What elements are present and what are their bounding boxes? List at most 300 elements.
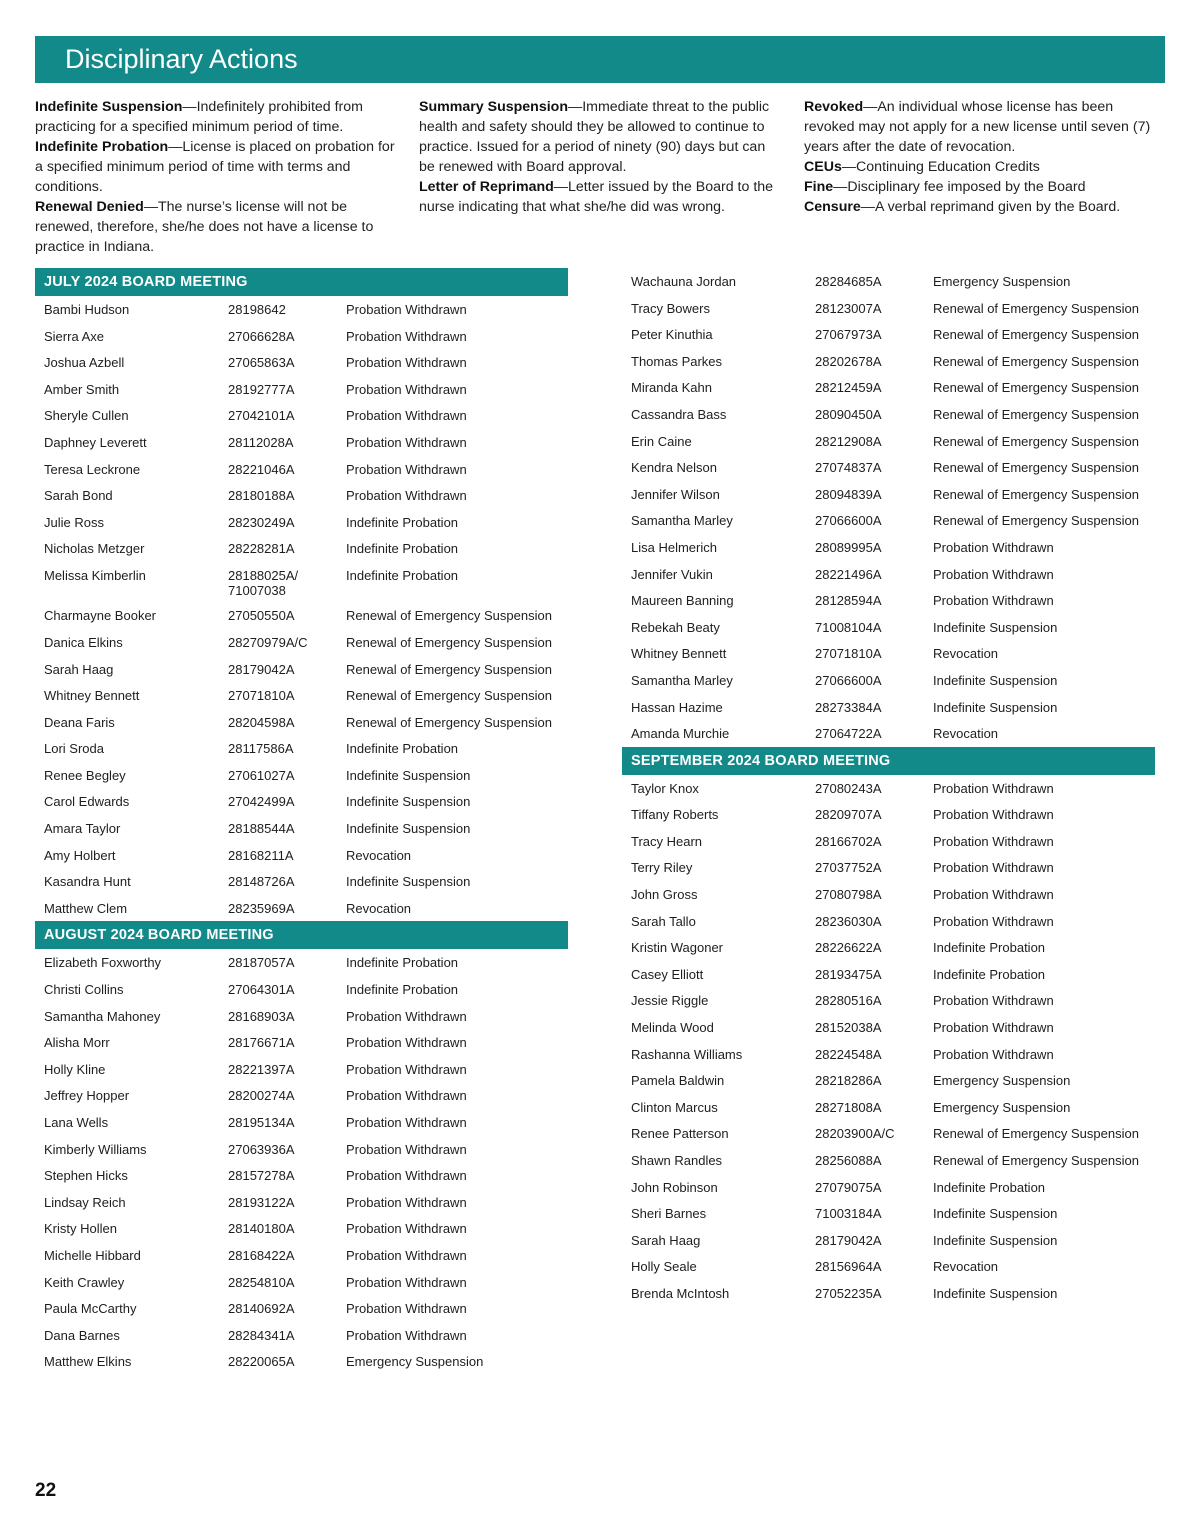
disciplinary-action: Emergency Suspension [346,1354,484,1370]
license-number-line: 27042101A [228,408,295,424]
disciplinary-action: Indefinite Probation [346,955,459,971]
license-number [815,301,933,322]
action-row [622,295,1155,322]
disciplinary-action: Probation Withdrawn [346,1008,467,1024]
action-row [35,1242,568,1269]
license-number [228,982,346,1003]
nurse-name: John Gross [631,887,698,903]
license-number [815,1286,933,1307]
disciplinary-action: Indefinite Probation [346,567,459,583]
nurse-name: Carol Edwards [44,794,130,810]
license-number [815,940,933,961]
license-number [228,1354,346,1375]
license-number [815,1180,933,1201]
disciplinary-action: Revocation [933,646,999,662]
action-row [622,587,1155,614]
nurse-name: Tracy Bowers [631,300,710,316]
legend-term: Censure [804,199,861,215]
nurse-name: Renee Patterson [631,1126,729,1142]
disciplinary-action: Indefinite Suspension [933,619,1058,635]
action-row [35,735,568,762]
disciplinary-action: Emergency Suspension [933,274,1071,289]
nurse-name: Danica Elkins [44,634,123,650]
disciplinary-action: Indefinite Suspension [346,874,471,890]
license-number-line: 27064722A [815,726,882,742]
license-number-line: 27037752A [815,860,882,876]
action-row [622,454,1155,481]
license-number [815,540,933,561]
license-number-line: 28192777A [228,381,295,397]
license-number-line: 28218286A [815,1073,882,1089]
legend-definition: —License is placed on probation for a specified minimum period of time with terms and conditions. [35,139,395,195]
disciplinary-action: Renewal of Emergency Suspension [933,327,1139,343]
legend-term: CEUs [804,159,842,175]
license-number-line: 27050550A [228,608,295,624]
disciplinary-action: Renewal of Emergency Suspension [933,460,1139,476]
license-number [228,1062,346,1083]
action-row [622,1067,1155,1094]
disciplinary-action: Renewal of Emergency Suspension [346,634,552,650]
action-row [35,682,568,709]
nurse-name: Matthew Clem [44,900,128,916]
license-number [228,662,346,683]
nurse-name: Pamela Baldwin [631,1073,725,1089]
disciplinary-action: Renewal of Emergency Suspension [933,513,1139,529]
legend-entry [419,177,784,217]
nurse-name: Sheri Barnes [631,1206,707,1222]
nurse-name: Renee Begley [44,767,126,783]
legend-entry [804,197,1164,217]
action-row [35,709,568,736]
license-number-line: 28140180A [228,1221,295,1237]
disciplinary-action: Indefinite Probation [346,541,459,557]
license-number [815,700,933,721]
license-number-line: 28209707A [815,807,882,823]
legend-term: Summary Suspension [419,99,569,115]
nurse-name: Kristy Hollen [44,1221,117,1237]
license-number-line: 28156964A [815,1259,882,1275]
disciplinary-action: Emergency Suspension [933,1073,1071,1089]
nurse-name: Terry Riley [631,860,693,876]
action-row [35,976,568,1003]
license-number-line: 28148726A [228,874,295,890]
action-row [35,656,568,683]
disciplinary-action: Renewal of Emergency Suspension [346,608,552,624]
license-number [815,274,933,295]
legend-definition: —Indefinitely prohibited from practicing for a specified minimum period of time. [35,99,363,135]
disciplinary-action: Probation Withdrawn [933,807,1054,823]
license-number-line: 71007038 [228,582,286,598]
license-number [815,860,933,881]
disciplinary-action: Revocation [933,726,999,742]
license-number-line: 28228281A [228,541,295,557]
disciplinary-action: Probation Withdrawn [933,833,1054,849]
license-number-line: 28123007A [815,300,882,316]
license-number-line: 28112028A [228,434,294,450]
disciplinary-action: Probation Withdrawn [933,780,1054,796]
action-row [35,376,568,403]
nurse-name: Nicholas Metzger [44,541,145,557]
license-number-line: 27061027A [228,767,295,783]
action-row [35,482,568,509]
nurse-name: Michelle Hibbard [44,1247,141,1263]
disciplinary-action: Probation Withdrawn [346,1115,467,1131]
nurse-name: Jessie Riggle [631,993,709,1009]
action-row [622,428,1155,455]
license-number-line: 28180188A [228,488,295,504]
nurse-name: Maureen Banning [631,593,734,609]
nurse-name: Sarah Haag [631,1232,701,1248]
license-number [228,1088,346,1109]
nurse-name: Brenda McIntosh [631,1285,730,1301]
license-number-line: 71008104A [815,619,882,635]
license-number-line: 28168211A [228,847,294,863]
disciplinary-action: Probation Withdrawn [933,539,1054,555]
action-row [622,987,1155,1014]
action-row [35,429,568,456]
license-number-line: 28179042A [815,1232,882,1248]
action-row [35,1322,568,1349]
action-row [35,895,568,922]
nurse-name: John Robinson [631,1179,718,1195]
license-number [228,462,346,483]
license-number-line: 28280516A [815,993,882,1009]
action-row [35,1136,568,1163]
action-row [622,1147,1155,1174]
license-number-line: 27071810A [228,688,295,704]
nurse-name: Erin Caine [631,433,692,449]
action-row [622,694,1155,721]
legend-term: Fine [804,179,834,195]
license-number-line: 27080798A [815,887,882,903]
action-row [622,908,1155,935]
license-number [228,794,346,815]
action-row [35,535,568,562]
nurse-name: Lindsay Reich [44,1194,126,1210]
nurse-name: Teresa Leckrone [44,461,141,477]
license-number-line: 27080243A [815,780,882,796]
legend-definition: —Continuing Education Credits [841,159,1040,175]
action-row [35,762,568,789]
license-number-line: 28212908A [815,433,882,449]
license-number [228,408,346,429]
license-number-line: 28193122A [228,1194,295,1210]
license-number-line: 27042499A [228,794,295,810]
disciplinary-action: Probation Withdrawn [933,593,1054,609]
legend-term: Revoked [804,99,864,115]
disciplinary-action: Probation Withdrawn [346,1141,467,1157]
license-number-line: 28140692A [228,1301,295,1317]
license-number [228,1195,346,1216]
disciplinary-action: Indefinite Suspension [933,1232,1058,1248]
license-number [815,673,933,694]
nurse-name: Samantha Marley [631,513,733,529]
disciplinary-action: Probation Withdrawn [346,1327,467,1343]
action-row [622,401,1155,428]
nurse-name: Alisha Morr [44,1035,110,1051]
nurse-name: Amy Holbert [44,847,116,863]
license-number [228,1328,346,1349]
license-number [228,541,346,562]
nurse-name: Lori Sroda [44,741,104,757]
legend-column-2 [419,97,784,217]
action-row [622,775,1155,802]
license-number-line: 28200274A [228,1088,295,1104]
action-row [622,1200,1155,1227]
action-row [622,321,1155,348]
license-number [228,355,346,376]
action-row [622,614,1155,641]
license-number [815,380,933,401]
legend-entry [35,97,400,137]
action-row [35,296,568,323]
license-number [815,967,933,988]
disciplinary-action: Probation Withdrawn [346,1301,467,1317]
license-number-line: 27066628A [228,328,295,344]
license-number [815,567,933,588]
license-number-line: 28226622A [815,940,882,956]
nurse-name: Bambi Hudson [44,302,130,317]
license-number [228,329,346,350]
disciplinary-action: Probation Withdrawn [346,1035,467,1051]
nurse-name: Holly Seale [631,1259,697,1275]
action-row [622,1014,1155,1041]
license-number-line: 28157278A [228,1168,295,1184]
disciplinary-action: Renewal of Emergency Suspension [346,661,552,677]
nurse-name: Lisa Helmerich [631,539,717,555]
nurse-name: Cassandra Bass [631,406,727,422]
disciplinary-action: Renewal of Emergency Suspension [933,1153,1139,1168]
nurse-name: Rashanna Williams [631,1046,743,1062]
nurse-name: Sheryle Cullen [44,408,129,424]
disciplinary-action: Probation Withdrawn [346,461,467,477]
action-row [622,348,1155,375]
action-row [622,961,1155,988]
license-number-line: 28128594A [815,593,882,609]
nurse-name: Wachauna Jordan [631,274,737,289]
nurse-name: Amber Smith [44,381,120,397]
license-number [228,435,346,456]
meeting-section-header: SEPTEMBER 2024 BOARD MEETING [622,747,1155,775]
action-row [622,268,1155,295]
action-row [622,1174,1155,1201]
license-number [815,914,933,935]
license-number-line: 28224548A [815,1046,882,1062]
license-number [228,768,346,789]
nurse-name: Sarah Bond [44,488,113,504]
action-row [35,562,568,602]
action-row [35,456,568,483]
license-number [815,1259,933,1280]
action-row [622,1253,1155,1280]
disciplinary-action: Indefinite Suspension [346,794,471,810]
disciplinary-action: Renewal of Emergency Suspension [346,714,552,730]
action-row [35,1295,568,1322]
license-number [815,887,933,908]
license-number-line: 28212459A [815,380,882,396]
meeting-section-header: JULY 2024 BOARD MEETING [35,268,568,296]
license-number-line: 27064301A [228,982,295,998]
nurse-name: Dana Barnes [44,1327,120,1343]
nurse-name: Elizabeth Foxworthy [44,955,162,971]
action-row [622,561,1155,588]
license-number [228,382,346,403]
disciplinary-action: Indefinite Probation [346,514,459,530]
nurse-name: Stephen Hicks [44,1168,128,1184]
action-row [622,854,1155,881]
license-number-line: 28176671A [228,1035,295,1051]
disciplinary-action: Probation Withdrawn [346,302,467,317]
license-number-line: 28179042A [228,661,295,677]
license-number [815,1233,933,1254]
license-number-line: 28203900A/C [815,1126,895,1142]
nurse-name: Kasandra Hunt [44,874,131,890]
disciplinary-action: Renewal of Emergency Suspension [933,1126,1139,1142]
nurse-name: Jennifer Vukin [631,566,713,582]
disciplinary-action: Revocation [346,847,412,863]
action-row [35,1348,568,1375]
license-number-line: 28221496A [815,566,882,582]
license-number [228,1035,346,1056]
nurse-name: Sarah Haag [44,661,114,677]
license-number [228,1275,346,1296]
action-row [35,1215,568,1242]
action-row [622,667,1155,694]
license-number [228,848,346,869]
license-number-line: 28117586A [228,741,294,757]
nurse-name: Miranda Kahn [631,380,712,396]
nurse-name: Rebekah Beaty [631,619,720,635]
license-number-line: 28152038A [815,1020,882,1036]
nurse-name: Taylor Knox [631,780,699,796]
action-row [35,949,568,976]
nurse-name: Christi Collins [44,982,124,998]
disciplinary-action: Probation Withdrawn [933,1046,1054,1062]
license-number-line: 28193475A [815,966,882,982]
license-number [815,993,933,1014]
nurse-name: Sierra Axe [44,328,104,344]
license-number-line: 28254810A [228,1274,295,1290]
disciplinary-action: Revocation [346,900,412,916]
license-number-line: 28271808A [815,1099,882,1115]
license-number [228,1301,346,1322]
license-number [228,955,346,976]
license-number [815,726,933,747]
license-number-line: 27066600A [815,513,882,529]
license-number-line: 28187057A [228,955,295,971]
nurse-name: Clinton Marcus [631,1099,718,1115]
action-row [35,1269,568,1296]
disciplinary-action: Emergency Suspension [933,1099,1071,1115]
nurse-name: Charmayne Booker [44,608,156,624]
page-title: Disciplinary Actions [35,36,1165,83]
disciplinary-action: Probation Withdrawn [346,1194,467,1210]
license-number [815,1100,933,1121]
nurse-name: Hassan Hazime [631,699,723,715]
action-row [622,374,1155,401]
action-row [35,1056,568,1083]
action-row [35,1029,568,1056]
disciplinary-action: Probation Withdrawn [933,1020,1054,1036]
action-row [622,934,1155,961]
license-number [815,327,933,348]
license-number [815,781,933,802]
nurse-name: Samantha Mahoney [44,1008,161,1024]
nurse-name: Deana Faris [44,714,115,730]
license-number [228,1221,346,1242]
nurse-name: Paula McCarthy [44,1301,137,1317]
disciplinary-action: Probation Withdrawn [346,488,467,504]
nurse-name: Holly Kline [44,1061,106,1077]
action-row [35,868,568,895]
action-row [622,481,1155,508]
legend-term: Letter of Reprimand [419,179,554,195]
disciplinary-action: Probation Withdrawn [346,408,467,424]
nurse-name: Casey Elliott [631,966,704,982]
disciplinary-action: Probation Withdrawn [933,887,1054,903]
license-number [815,1126,933,1147]
disciplinary-action: Indefinite Probation [933,1179,1046,1195]
license-number [228,1009,346,1030]
disciplinary-action: Probation Withdrawn [933,913,1054,929]
license-number-line: 28221046A [228,461,295,477]
action-row [622,1094,1155,1121]
disciplinary-action: Renewal of Emergency Suspension [933,300,1139,316]
license-number [228,488,346,509]
action-row [622,1120,1155,1147]
action-row [35,1162,568,1189]
action-row [622,1280,1155,1307]
nurse-name: Thomas Parkes [631,353,723,369]
nurse-name: Julie Ross [44,514,104,530]
disciplinary-action: Renewal of Emergency Suspension [933,406,1139,422]
license-number-line: 27074837A [815,460,882,476]
action-row [35,349,568,376]
license-number [815,1073,933,1094]
disciplinary-action: Probation Withdrawn [933,860,1054,876]
disciplinary-action: Probation Withdrawn [346,1168,467,1184]
nurse-name: Kendra Nelson [631,460,717,476]
license-number [815,807,933,828]
action-row [35,1189,568,1216]
disciplinary-action: Probation Withdrawn [346,328,467,344]
legend-definition: —An individual whose license has been revoked may not apply for a new license until seven (7) years after the date of revocation. [804,99,1151,155]
legend-entry [804,157,1164,177]
legend-entry [35,197,400,257]
license-number [228,1248,346,1269]
nurse-name: Daphney Leverett [44,434,147,450]
license-number [228,515,346,536]
license-number-line: 27071810A [815,646,882,662]
license-number-line: 28089995A [815,539,882,555]
meeting-section-header: AUGUST 2024 BOARD MEETING [35,921,568,949]
legend-term: Indefinite Probation [35,139,169,155]
disciplinary-action: Indefinite Suspension [933,1206,1058,1222]
license-number [815,1206,933,1227]
action-row [35,1082,568,1109]
license-number [815,1153,933,1174]
disciplinary-action: Revocation [933,1259,999,1275]
nurse-name: Matthew Elkins [44,1354,132,1370]
page-number: 22 [35,1480,57,1501]
nurse-name: Kimberly Williams [44,1141,147,1157]
disciplinary-action: Probation Withdrawn [933,993,1054,1009]
license-number-line: 28284685A [815,274,882,289]
license-number-line: 28198642 [228,302,286,317]
disciplinary-action: Indefinite Suspension [346,767,471,783]
license-number [228,635,346,656]
license-number-line: 28090450A [815,406,882,422]
